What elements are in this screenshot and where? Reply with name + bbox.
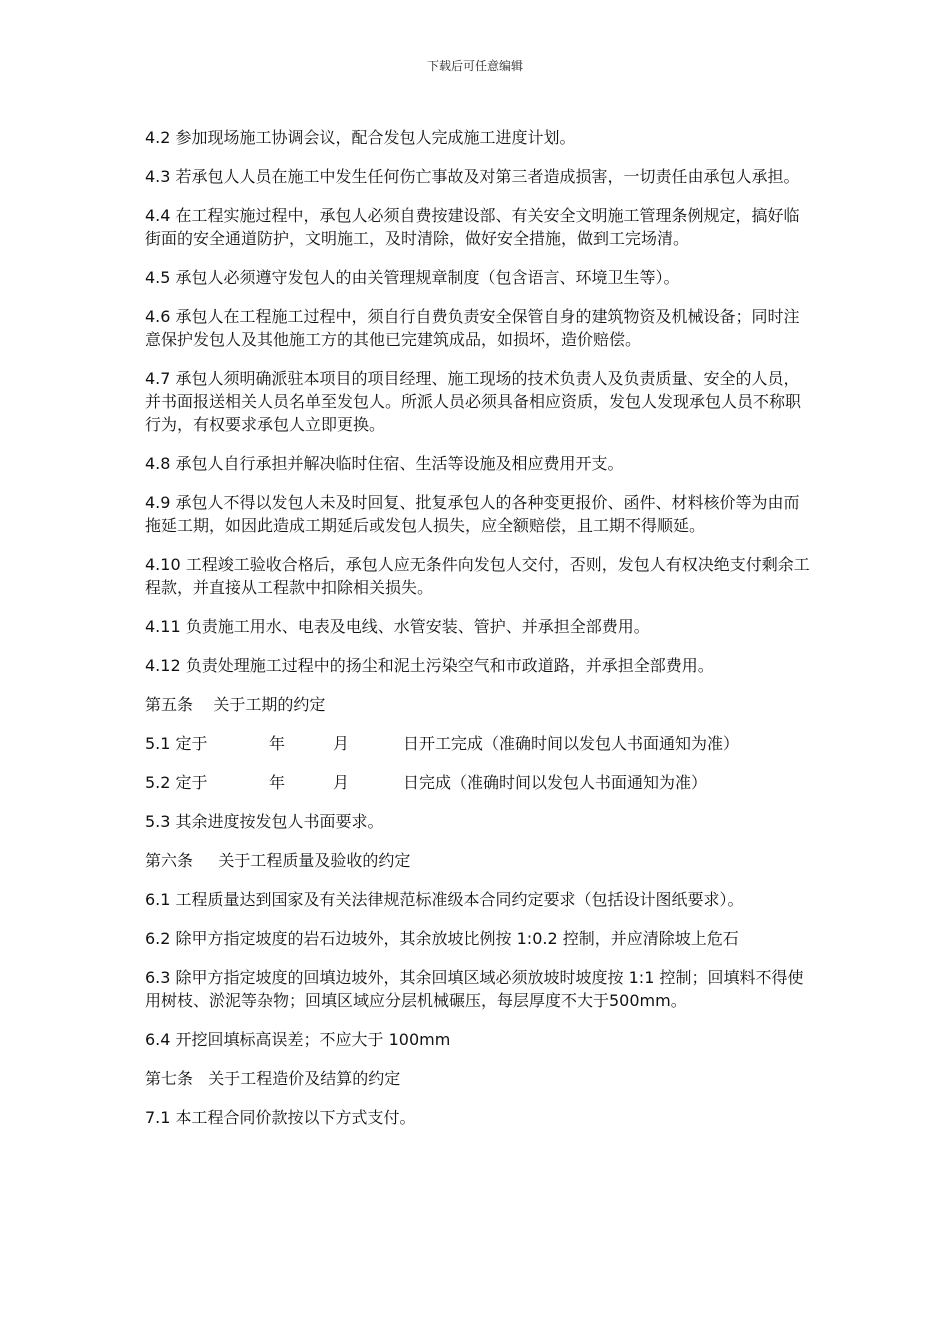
clause-5-1-rest: 日开工完成（准确时间以发包人书面通知为准）: [403, 734, 740, 753]
clause-5-1-year: 年: [269, 734, 286, 753]
clause-4-5: 4.5 承包人必须遵守发包人的由关管理规章制度（包含语言、环境卫生等）。: [145, 268, 680, 287]
clause-6-4: 6.4 开挖回填标高误差；不应大于 100mm: [145, 1030, 451, 1049]
clause-6-2: 6.2 除甲方指定坡度的岩石边坡外，其余放坡比例按 1:0.2 控制，并应清除坡上危石: [145, 929, 739, 948]
clause-5-2-prefix: 5.2 定于: [145, 773, 208, 792]
clause-5-2-rest: 日完成（准确时间以发包人书面通知为准）: [403, 773, 708, 792]
clause-4-7: 4.7 承包人须明确派驻本项目的项目经理、施工现场的技术负责人及负责质量、安全的人员，并书面报送相关人员名单至发包人。所派人员必须具备相应资质，发包人发现承包人员不称职行为，有权要求承包人立即更换。: [145, 369, 802, 434]
clause-4-10: 4.10 工程竣工验收合格后，承包人应无条件向发包人交付，否则，发包人有权决绝支付剩余工程款，并直接从工程款中扣除相关损失。: [145, 555, 810, 597]
clause-5-1: [145, 732, 810, 755]
page-header: 下载后可任意编辑: [426, 59, 523, 73]
clause-4-11: 4.11 负责施工用水、电表及电线、水管安装、管护、并承担全部费用。: [145, 617, 650, 636]
clause-4-4: 4.4 在工程实施过程中，承包人必须自费按建设部、有关安全文明施工管理条例规定，搞好临街面的安全通道防护，文明施工，及时清除，做好安全措施，做到工完场清。: [145, 206, 800, 248]
clause-6-3: 6.3 除甲方指定坡度的回填边坡外，其余回填区域必须放坡时坡度按 1:1 控制；回填料不得使用树枝、淤泥等杂物；回填区域应分层机械碾压，每层厚度不大于500mm。: [145, 968, 804, 1010]
section-5-heading: 第五条 关于工期的约定: [145, 695, 326, 714]
clause-4-6: 4.6 承包人在工程施工过程中，须自行自费负责安全保管自身的建筑物资及机械设备；同时注意保护发包人及其他施工方的其他已完建筑成品，如损坏，造价赔偿。: [145, 307, 800, 349]
clause-5-2-month: 月: [333, 773, 350, 792]
section-6-heading: 第六条 关于工程质量及验收的约定: [145, 851, 411, 870]
clause-4-3: 4.3 若承包人人员在施工中发生任何伤亡事故及对第三者造成损害，一切责任由承包人承担。: [145, 167, 800, 186]
clause-5-2-year: 年: [269, 773, 286, 792]
clause-7-1: 7.1 本工程合同价款按以下方式支付。: [145, 1108, 416, 1127]
clause-4-12: 4.12 负责处理施工过程中的扬尘和泥土污染空气和市政道路，并承担全部费用。: [145, 656, 714, 675]
clause-5-1-month: 月: [333, 734, 350, 753]
document-body: [145, 126, 810, 1145]
clause-4-2: 4.2 参加现场施工协调会议，配合发包人完成施工进度计划。: [145, 128, 576, 147]
clause-5-1-prefix: 5.1 定于: [145, 734, 208, 753]
clause-4-8: 4.8 承包人自行承担并解决临时住宿、生活等设施及相应费用开支。: [145, 454, 624, 473]
clause-5-3: 5.3 其余进度按发包人书面要求。: [145, 812, 384, 831]
clause-4-9: 4.9 承包人不得以发包人未及时回复、批复承包人的各种变更报价、函件、材料核价等为由而拖延工期，如因此造成工期延后或发包人损失，应全额赔偿，且工期不得顺延。: [145, 493, 800, 535]
section-7-heading: 第七条 关于工程造价及结算的约定: [145, 1069, 401, 1088]
clause-6-1: 6.1 工程质量达到国家及有关法律规范标准级本合同约定要求（包括设计图纸要求）。: [145, 890, 744, 909]
clause-5-2: [145, 771, 810, 794]
